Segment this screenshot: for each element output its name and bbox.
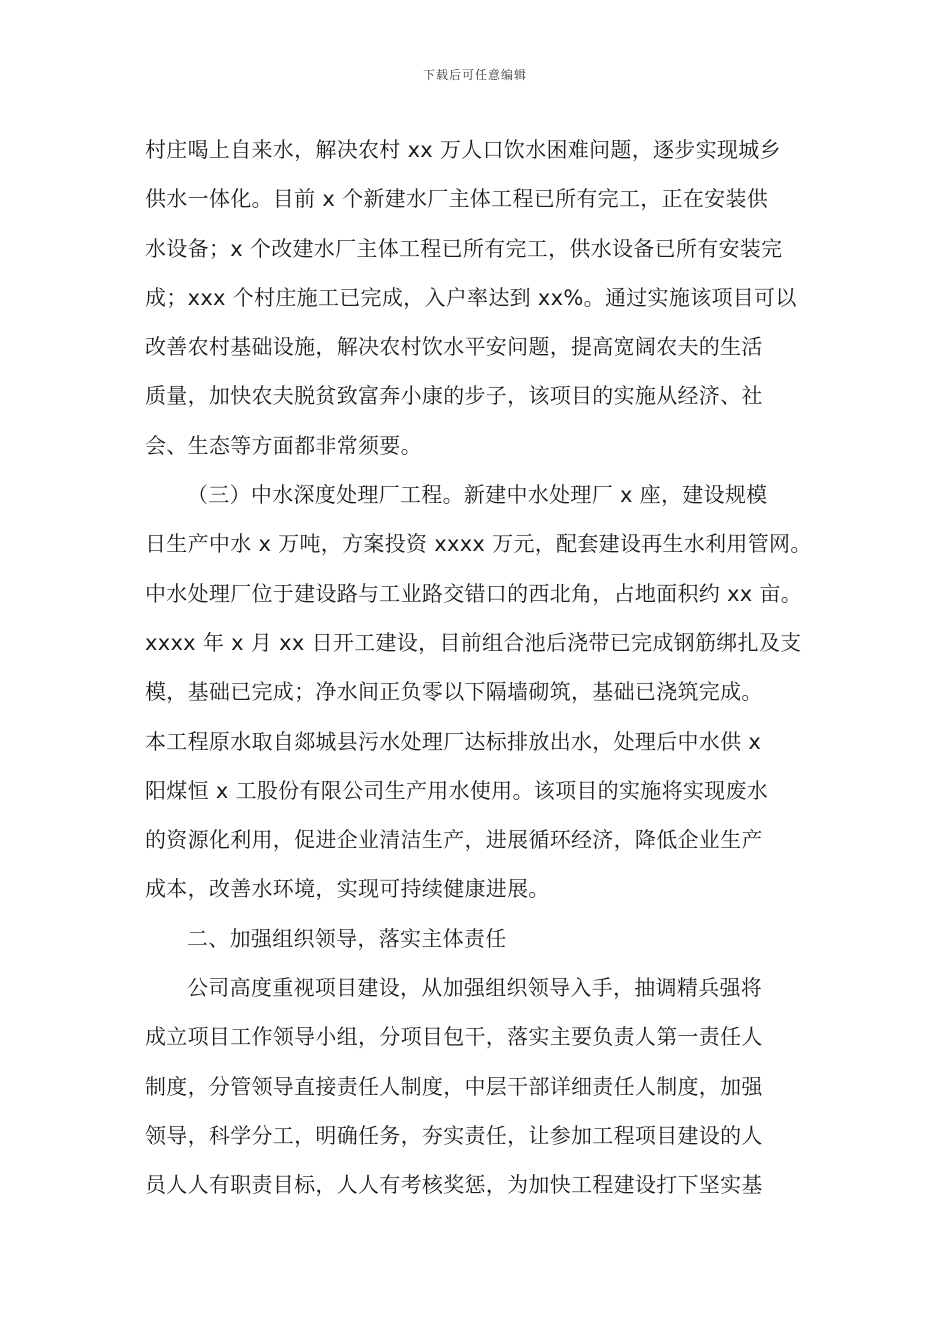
body-line: 成；xxx 个村庄施工已完成，入户率达到 xx%。通过实施该项目可以 bbox=[145, 285, 797, 310]
section-heading: 二、加强组织领导，落实主体责任 bbox=[187, 926, 507, 951]
body-line: 成立项目工作领导小组，分项目包干，落实主要负责人第一责任人 bbox=[145, 1025, 763, 1050]
section-heading-line: （三）中水深度处理厂工程。新建中水处理厂 x 座，建设规模 bbox=[187, 483, 768, 508]
page-header-note: 下载后可任意编辑 bbox=[422, 68, 527, 82]
paragraph-first-line: 公司高度重视项目建设，从加强组织领导入手，抽调精兵强将 bbox=[187, 976, 763, 1001]
body-line: 会、生态等方面都非常须要。 bbox=[145, 433, 422, 458]
body-line: 本工程原水取自郯城县污水处理厂达标排放出水，处理后中水供 x bbox=[145, 729, 762, 754]
body-line: 模，基础已完成；净水间正负零以下隔墙砌筑，基础已浇筑完成。 bbox=[145, 680, 763, 705]
body-line: 村庄喝上自来水，解决农村 xx 万人口饮水困难问题，逐步实现城乡 bbox=[145, 138, 781, 162]
body-line: 成本，改善水环境，实现可持续健康进展。 bbox=[145, 877, 550, 902]
body-line: 员人人有职责目标，人人有考核奖惩，为加快工程建设打下坚实基 bbox=[145, 1173, 763, 1198]
body-line: 质量，加快农夫脱贫致富奔小康的步子，该项目的实施从经济、社 bbox=[145, 384, 763, 409]
body-line: 供水一体化。目前 x 个新建水厂主体工程已所有完工，正在安装供 bbox=[145, 187, 769, 212]
body-line: 的资源化利用，促进企业清洁生产，进展循环经济，降低企业生产 bbox=[145, 828, 763, 853]
document-body bbox=[145, 126, 813, 1211]
body-line: xxxx 年 x 月 xx 日开工建设，目前组合池后浇带已完成钢筋绑扎及支 bbox=[145, 630, 802, 655]
body-line: 阳煤恒 x 工股份有限公司生产用水使用。该项目的实施将实现废水 bbox=[145, 778, 769, 803]
body-line: 水设备；x 个改建水厂主体工程已所有完工，供水设备已所有安装完 bbox=[145, 236, 783, 261]
body-line: 中水处理厂位于建设路与工业路交错口的西北角，占地面积约 xx 亩。 bbox=[145, 581, 803, 606]
body-line: 制度，分管领导直接责任人制度，中层干部详细责任人制度，加强 bbox=[145, 1074, 763, 1099]
body-line: 改善农村基础设施，解决农村饮水平安问题，提高宽阔农夫的生活 bbox=[145, 335, 763, 360]
body-line: 领导，科学分工，明确任务，夯实责任，让参加工程项目建设的人 bbox=[145, 1123, 763, 1148]
body-line: 日生产中水 x 万吨，方案投资 xxxx 万元，配套建设再生水利用管网。 bbox=[145, 532, 812, 557]
